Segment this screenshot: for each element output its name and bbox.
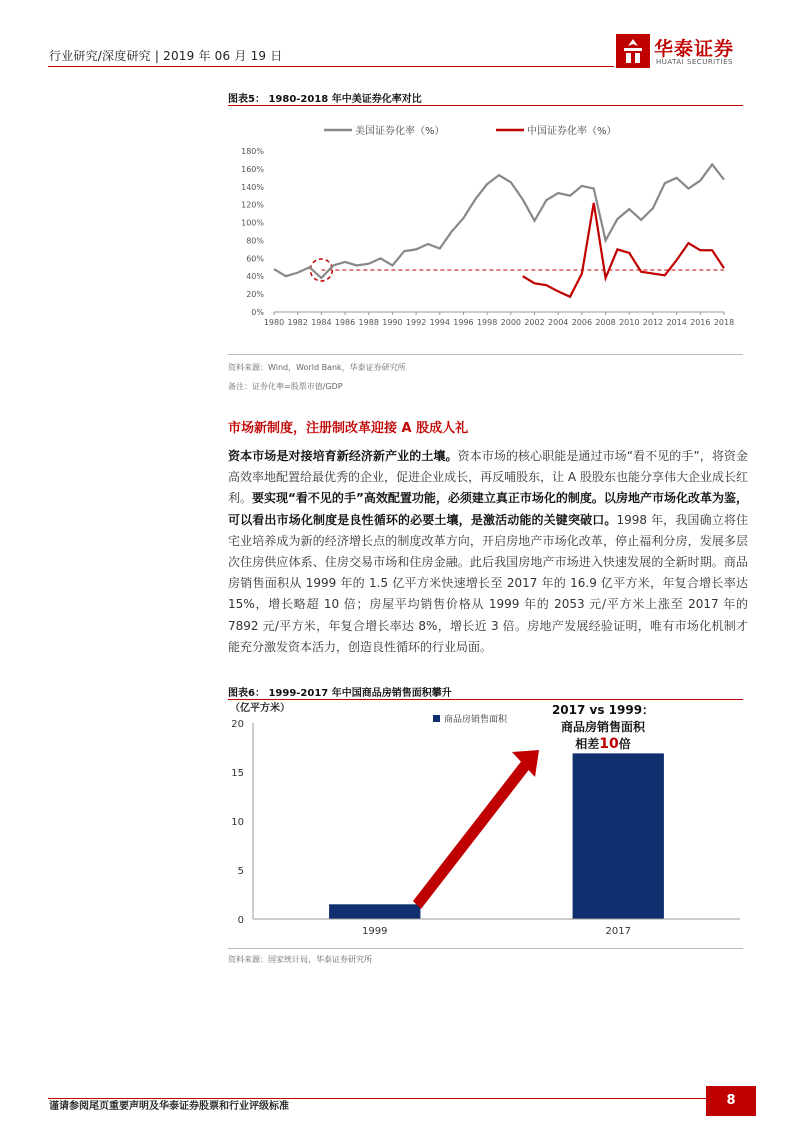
y-tick-label: 20% <box>246 290 264 300</box>
huatai-logo-icon <box>616 34 650 68</box>
x-tick-label: 1998 <box>476 318 498 327</box>
x-tick-label: 1986 <box>334 318 356 327</box>
chart6-bars <box>329 753 664 919</box>
chart6-x-axis <box>362 926 631 937</box>
cn-series-line <box>523 203 724 297</box>
bar-annotation <box>552 703 654 752</box>
x-tick-label: 2002 <box>524 318 545 327</box>
brand-logo <box>616 30 756 74</box>
x-tick-label: 2008 <box>595 318 616 327</box>
x-tick-label: 1988 <box>358 318 379 327</box>
figure5-title: 图表5： 1980-2018 年中美证券化率对比 <box>228 94 422 105</box>
para-bold-2: 要实现“看不见的手”高效配置功能，必须建立真正市场化的制度。以房地产市场化改革为鉴，可以看出市场化制度是良性循环的必要土壤，是激活动能的关键突破口。 <box>228 491 748 527</box>
x-tick-label: 1980 <box>263 318 285 327</box>
x-tick-label: 2016 <box>690 318 711 327</box>
annotation-multiple: 10 <box>599 736 619 752</box>
para-text-2: 1998 年，我国确立将住宅业培养成为新的经济增长点的制度改革方向，开启房地产市场化改革，停止福利分房，发展多层次住房供应体系、住房交易市场和住房金融。此后我国房地产市场进入快速发展的全新时期。商品房销售面积从 1999 年的 1.5 亿平方米快速增长至 2017 年的 16.9 亿平方米，年复合增长率达 15%，增长略超 10 倍；房屋平均销售价格从 1999 年的 2053 元/平方米上涨至 2017 年的 7892 元/平方米，年复合增长率达 8%，增长近 3 倍。房地产发展经验证明，唯有市场化机制才能充分激发资本活力，创造良性循环的行业局面。 <box>228 512 748 654</box>
header-rule <box>48 66 614 67</box>
y-tick-label: 100% <box>241 218 264 228</box>
bar-1999 <box>329 904 420 919</box>
figure5-note: 备注：证券化率=股票市值/GDP <box>228 382 343 391</box>
annotation-line-3 <box>575 736 631 752</box>
annotation-prefix: 相差 <box>575 737 600 751</box>
para-text-1: 资本市场的核心职能是通过市场“看不见的手”，将资金高效率地配置给最优秀的企业，促进企业成长，再反哺股东，让 A 股股东也能分享伟大企业成长红利。 <box>228 449 748 506</box>
figure6-title: 图表6： 1999-2017 年中国商品房销售面积攀升 <box>228 688 452 699</box>
y-tick-label: 20 <box>231 719 244 730</box>
y-tick-label: 120% <box>241 200 264 210</box>
x-tick-label: 1990 <box>382 318 403 327</box>
legend-bar-swatch <box>433 715 440 722</box>
x-tick-label: 1982 <box>287 318 308 327</box>
figure5-source: 资料来源：Wind，World Bank，华泰证券研究所 <box>228 363 406 372</box>
y-tick-label: 0% <box>251 308 264 317</box>
report-header: 行业研究/深度研究 | 2019 年 06 月 19 日 <box>49 49 283 63</box>
chart5-legend <box>324 124 617 137</box>
chart6-y-axis <box>231 719 253 926</box>
x-tick-label: 2004 <box>548 318 569 327</box>
y-tick-label: 180% <box>241 147 264 156</box>
housing-sales-chart <box>228 700 743 946</box>
y-tick-label: 15 <box>231 768 244 779</box>
x-tick-label: 1999 <box>362 926 388 937</box>
y-tick-label: 10 <box>231 817 244 828</box>
growth-arrow-icon <box>413 750 539 909</box>
annotation-line-1: 2017 vs 1999： <box>551 703 655 717</box>
logo-name-cn: 华泰证券 <box>654 38 735 60</box>
us-series-line <box>274 164 724 278</box>
y-tick-label: 5 <box>237 866 244 877</box>
y-tick-label: 0 <box>237 915 244 926</box>
x-tick-label: 2012 <box>642 318 664 327</box>
securitization-ratio-chart <box>228 114 743 336</box>
legend-us-label: 美国证券化率（%） <box>355 126 445 137</box>
x-tick-label: 2010 <box>619 318 640 327</box>
chart5-y-axis <box>241 147 264 317</box>
figure6-bottom-rule <box>228 948 743 949</box>
y-tick-label: 160% <box>241 164 264 174</box>
figure5-top-rule <box>228 105 743 106</box>
chart6-legend <box>433 713 508 725</box>
legend-bar-label: 商品房销售面积 <box>444 715 508 725</box>
x-tick-label: 1992 <box>405 318 427 327</box>
x-tick-label: 2006 <box>571 318 593 327</box>
figure5-bottom-rule <box>228 354 743 355</box>
para-bold-1: 资本市场是对接培育新经济新产业的土壤。 <box>228 449 458 463</box>
y-tick-label: 140% <box>241 182 264 192</box>
chart5-x-axis <box>264 312 734 327</box>
section-title: 市场新制度，注册制改革迎接 A 股成人礼 <box>228 421 469 436</box>
x-tick-label: 1994 <box>429 318 450 327</box>
page-number: 8 <box>706 1086 756 1116</box>
bar-2017 <box>573 753 664 919</box>
y-tick-label: 80% <box>246 236 264 246</box>
figure6-source: 资料来源：国家统计局，华泰证券研究所 <box>228 955 372 964</box>
x-tick-label: 1996 <box>453 318 474 327</box>
chart6-unit-label: （亿平方米） <box>230 703 290 714</box>
y-tick-label: 60% <box>246 254 264 264</box>
annotation-suffix: 倍 <box>618 737 631 751</box>
logo-name-en: HUATAI SECURITIES <box>656 58 733 66</box>
x-tick-label: 1984 <box>311 318 332 327</box>
annotation-line-2: 商品房销售面积 <box>560 720 646 734</box>
x-tick-label: 2018 <box>713 318 735 327</box>
x-tick-label: 2000 <box>500 318 522 327</box>
body-paragraph <box>228 446 748 658</box>
footer-disclaimer-link[interactable]: 谨请参阅尾页重要声明及华泰证券股票和行业评级标准 <box>49 1101 289 1112</box>
y-tick-label: 40% <box>246 272 264 282</box>
x-tick-label: 2017 <box>605 926 631 937</box>
x-tick-label: 2014 <box>666 318 687 327</box>
legend-cn-label: 中国证券化率（%） <box>527 126 617 137</box>
